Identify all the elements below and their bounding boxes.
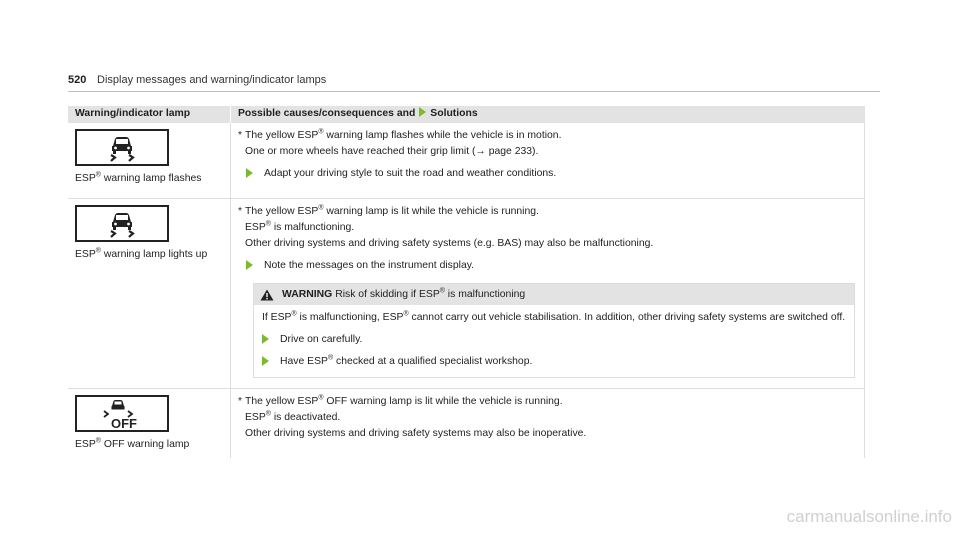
action-arrow-icon <box>262 356 269 366</box>
action-arrow-icon <box>246 168 253 178</box>
page-heading: Display messages and warning/indicator lamps <box>97 74 327 86</box>
lamp-cell <box>68 199 231 389</box>
cause-text: * The yellow ESP® warning lamp is lit while the vehicle is running. ESP® is malfunctioning. Other driving systems and driving safety systems (e.g. BAS) may also be malfunctioning. <box>238 204 654 250</box>
warning-triangle-icon <box>260 289 274 301</box>
warning-lamp-table <box>68 106 865 458</box>
warning-label: WARNING <box>282 289 333 301</box>
warning-box <box>253 283 855 378</box>
lamp-cell <box>68 389 231 459</box>
solution-cell <box>231 123 865 199</box>
esp-skid-icon <box>75 205 169 242</box>
off-text: OFF <box>111 416 137 431</box>
lamp-cell <box>68 123 231 199</box>
lamp-name: ESP® OFF warning lamp <box>75 437 190 451</box>
warning-body: If ESP® is malfunctioning, ESP® cannot carry out vehicle stabilisation. In addition, other driving safety systems are switched off. Drive on carefully. Have ESP® checked at a qualified specialist workshop. <box>254 305 854 377</box>
action-step: Note the messages on the instrument display. <box>238 259 857 273</box>
solution-arrow-icon <box>419 107 426 117</box>
esp-off-icon <box>75 395 169 432</box>
page-header <box>68 71 880 92</box>
cause-text: * The yellow ESP® OFF warning lamp is lit while the vehicle is running. ESP® is deactivated. Other driving systems and driving safety systems may also be inoperative. <box>238 394 587 440</box>
table-row <box>68 123 865 199</box>
page-number: 520 <box>68 74 87 86</box>
action-arrow-icon <box>246 260 253 270</box>
column-header-causes: Possible causes/consequences and Solutions <box>231 106 865 123</box>
esp-skid-icon <box>75 129 169 166</box>
table-row <box>68 389 865 459</box>
warning-title: Risk of skidding if ESP® is malfunctioning <box>335 287 526 301</box>
lamp-name: ESP® warning lamp flashes <box>75 171 202 184</box>
action-step: Have ESP® checked at a qualified specialist workshop. <box>262 355 846 369</box>
table-row <box>68 199 865 389</box>
lamp-name: ESP® warning lamp lights up <box>75 247 208 260</box>
warning-header <box>254 284 854 305</box>
action-step: Adapt your driving style to suit the road and weather conditions. <box>238 167 857 181</box>
solution-cell <box>231 389 865 459</box>
solution-cell <box>231 199 865 389</box>
action-step: Drive on carefully. <box>262 333 846 347</box>
action-arrow-icon <box>262 334 269 344</box>
cause-text: * The yellow ESP® warning lamp flashes while the vehicle is in motion. One or more wheels have reached their grip limit (→ page 233). <box>238 128 562 158</box>
table-header-row <box>68 106 865 123</box>
watermark: carmanualsonline.info <box>786 507 952 526</box>
column-header-lamp: Warning/indicator lamp <box>68 106 231 123</box>
